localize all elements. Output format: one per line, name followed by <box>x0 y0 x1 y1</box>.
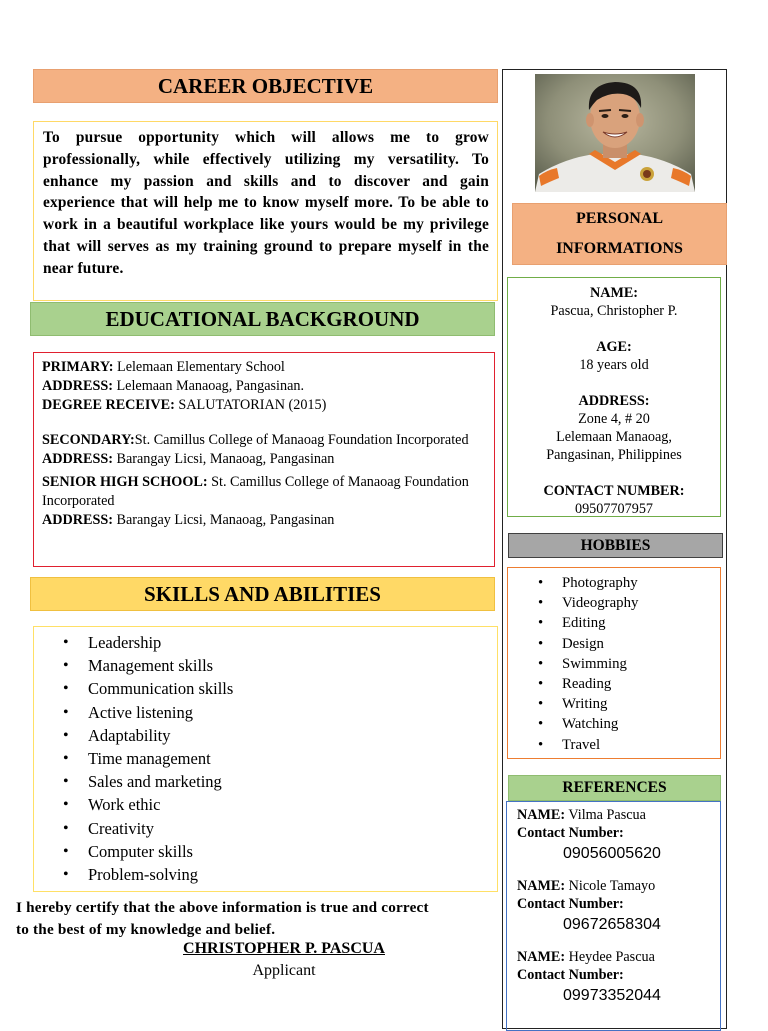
shs-address-label: ADDRESS: <box>42 511 113 528</box>
skill-item: • Leadership <box>34 631 497 654</box>
shs-address: Barangay Licsi, Manaoag, Pangasinan <box>112 511 335 528</box>
references-header: REFERENCES <box>508 775 721 801</box>
hobby-item: • Writing <box>508 694 720 714</box>
name-label: NAME: <box>589 285 639 301</box>
shs-line <box>42 473 486 511</box>
signer-role: Applicant <box>252 962 316 979</box>
skill-item: • Communication skills <box>34 677 497 700</box>
skill-item: • Problem-solving <box>34 863 497 886</box>
primary-line <box>42 358 486 377</box>
reference-name: Nicole Tamayo <box>565 878 656 894</box>
certification-statement <box>16 897 498 941</box>
reference-contact-label: Contact Number: <box>517 896 624 912</box>
hobby-item: • Swimming <box>508 654 720 674</box>
age-label: AGE: <box>596 339 632 355</box>
personal-informations-header <box>512 203 727 265</box>
primary-address-label: ADDRESS: <box>42 377 113 394</box>
hobbies-header: HOBBIES <box>508 533 723 558</box>
certification-line-2: to the best of my knowledge and belief. <box>16 920 276 938</box>
age-value: 18 years old <box>579 357 649 373</box>
address-line-1: Zone 4, # 20 <box>578 411 650 427</box>
hobbies-box <box>507 567 721 759</box>
skills-box <box>33 626 498 892</box>
primary-label: PRIMARY: <box>42 359 114 375</box>
hobby-item: • Watching <box>508 714 720 734</box>
reference-entry <box>517 806 720 866</box>
skills-header: SKILLS AND ABILITIES <box>30 577 495 611</box>
secondary-address-line <box>42 450 486 469</box>
skill-item: • Computer skills <box>34 840 497 863</box>
skill-item: • Adaptability <box>34 724 497 747</box>
reference-name-label: NAME: <box>517 807 566 823</box>
personal-header-line-2: INFORMATIONS <box>556 240 683 257</box>
name-value: Pascua, Christopher P. <box>550 303 678 319</box>
skill-item: • Work ethic <box>34 793 497 816</box>
secondary-line <box>42 431 486 450</box>
degree-label: DEGREE RECEIVE: <box>42 396 175 413</box>
reference-name: Vilma Pascua <box>565 807 646 823</box>
reference-name-label: NAME: <box>517 878 566 894</box>
career-objective-text: To pursue opportunity which will allows me to grow professionally, while effectively utilizing my versatility. To enhance my passion and skills and to discover and gain experience that will help me to know myself more. To be able to work in a beautiful workplace like yours would be my privilege that will serves as my training ground to prepare myself in the near future. <box>33 121 498 301</box>
reference-number: 09056005620 <box>563 845 661 862</box>
secondary-address-label: ADDRESS: <box>42 451 113 468</box>
references-box <box>506 801 721 1031</box>
educational-background-header: EDUCATIONAL BACKGROUND <box>30 302 495 336</box>
primary-address-line <box>42 377 486 396</box>
primary-school: Lelemaan Elementary School <box>113 359 285 375</box>
hobby-item: • Photography <box>508 573 720 593</box>
hobby-item: • Design <box>508 634 720 654</box>
contact-value: 09507707957 <box>574 501 654 517</box>
primary-address: Lelemaan Manaoag, Pangasinan. <box>112 377 305 394</box>
reference-entry <box>517 948 720 1008</box>
secondary-school: St. Camillus College of Manaoag Foundation Incorporated <box>134 432 469 449</box>
address-line-3: Pangasinan, Philippines <box>546 447 682 463</box>
shs-label: SENIOR HIGH SCHOOL: <box>42 473 208 490</box>
skills-list <box>34 631 497 886</box>
reference-name-label: NAME: <box>517 949 566 965</box>
secondary-address: Barangay Licsi, Manaoag, Pangasinan <box>112 451 335 468</box>
skill-item: • Time management <box>34 747 497 770</box>
skill-item: • Active listening <box>34 701 497 724</box>
contact-label: CONTACT NUMBER: <box>543 483 685 499</box>
skill-item: • Management skills <box>34 654 497 677</box>
hobby-item: • Reading <box>508 674 720 694</box>
reference-contact-label: Contact Number: <box>517 967 624 983</box>
certification-line-1: I hereby certify that the above information is true and correct <box>16 899 429 916</box>
shs-school: St. Camillus College of Manaoag Foundation Incorporated <box>42 473 469 509</box>
degree-line <box>42 396 486 415</box>
secondary-label: SECONDARY: <box>42 432 135 449</box>
degree-value: SALUTATORIAN (2015) <box>174 396 327 413</box>
hobby-item: • Editing <box>508 613 720 633</box>
address-label: ADDRESS: <box>578 393 650 409</box>
reference-number: 09973352044 <box>563 987 661 1004</box>
reference-contact-label: Contact Number: <box>517 825 624 841</box>
applicant-photo <box>535 74 695 192</box>
reference-number: 09672658304 <box>563 916 661 933</box>
personal-info-box <box>507 277 721 517</box>
signer-name: CHRISTOPHER P. PASCUA <box>183 940 385 957</box>
hobbies-list <box>508 573 720 755</box>
reference-entry <box>517 877 720 937</box>
educational-background-box <box>33 352 495 567</box>
personal-header-line-1: PERSONAL <box>575 210 664 227</box>
reference-name: Heydee Pascua <box>565 949 655 965</box>
address-line-2: Lelemaan Manaoag, <box>556 429 672 445</box>
hobby-item: • Travel <box>508 735 720 755</box>
hobby-item: • Videography <box>508 593 720 613</box>
skill-item: • Creativity <box>34 817 497 840</box>
shs-address-line <box>42 511 486 530</box>
skill-item: • Sales and marketing <box>34 770 497 793</box>
career-objective-header: CAREER OBJECTIVE <box>33 69 498 103</box>
